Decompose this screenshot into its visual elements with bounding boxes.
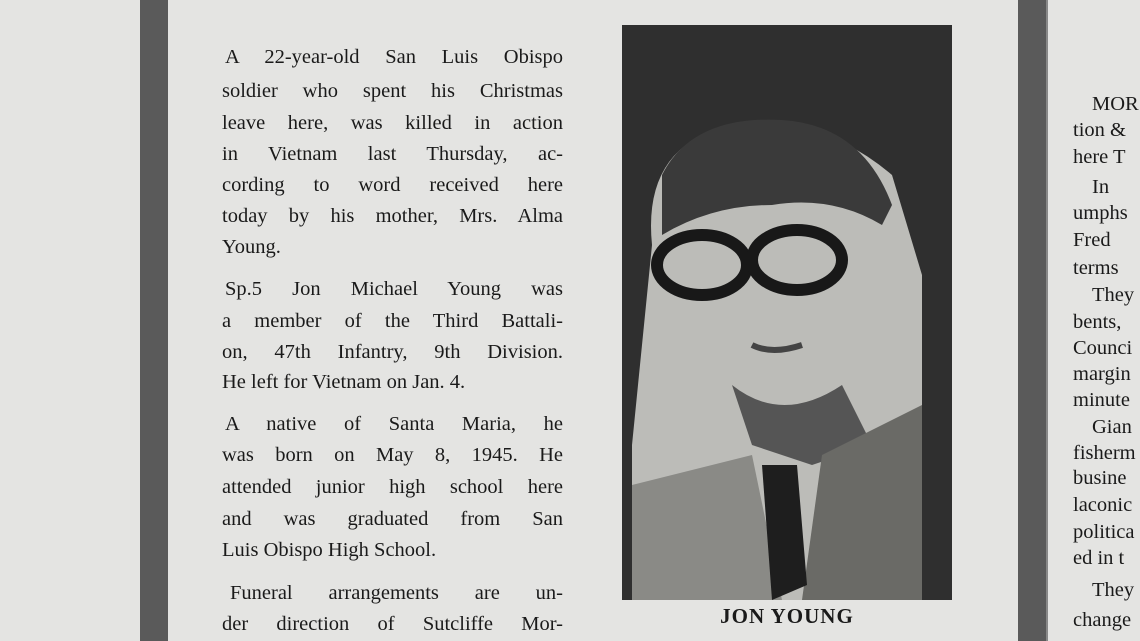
article-line: leave here, was killed in action	[222, 112, 563, 134]
article-line: Luis Obispo High School.	[222, 539, 437, 561]
portrait-photo	[622, 25, 952, 600]
article-line: soldier who spent his Christmas	[222, 80, 563, 102]
article-line: in Vietnam last Thursday, ac-	[222, 143, 563, 165]
article-line: a member of the Third Battali-	[222, 310, 563, 332]
adjacent-column-line: fisherm	[1073, 442, 1136, 464]
portrait-image	[622, 25, 952, 600]
adjacent-column-line: politica	[1073, 521, 1135, 543]
adjacent-column-line: They	[1092, 284, 1135, 306]
adjacent-column-line: minute	[1073, 389, 1130, 411]
article-line: der direction of Sutcliffe Mor-	[222, 613, 563, 635]
adjacent-column-line: MOR	[1092, 93, 1139, 115]
adjacent-column-line: In	[1092, 176, 1110, 198]
article-line: A 22-year-old San Luis Obispo	[225, 46, 563, 68]
article-line: attended junior high school here	[222, 476, 563, 498]
photo-caption: JON YOUNG	[720, 604, 854, 628]
adjacent-column-line: tion &	[1073, 119, 1126, 141]
article-line: He left for Vietnam on Jan. 4.	[222, 371, 466, 393]
article-line: Sp.5 Jon Michael Young was	[225, 278, 563, 300]
adjacent-column-line: They	[1092, 579, 1135, 601]
article-line: Funeral arrangements are un-	[230, 582, 563, 604]
adjacent-column-line: ed in t	[1073, 547, 1125, 569]
adjacent-column-line: bents,	[1073, 311, 1122, 333]
adjacent-column-line: Gian	[1092, 416, 1132, 438]
adjacent-column-line: laconic	[1073, 494, 1133, 516]
adjacent-column-line: Fred	[1073, 229, 1111, 251]
column-rule-far-right	[1046, 0, 1048, 641]
adjacent-column-line: here T	[1073, 146, 1126, 168]
article-line: cording to word received here	[222, 174, 563, 196]
column-rule-right	[1018, 0, 1046, 641]
adjacent-column-line: change	[1073, 609, 1132, 631]
adjacent-column-line: Counci	[1073, 337, 1133, 359]
column-rule-left	[140, 0, 168, 641]
adjacent-column-line: terms	[1073, 257, 1119, 279]
article-line: and was graduated from San	[222, 508, 563, 530]
adjacent-column-line: busine	[1073, 467, 1127, 489]
article-line: today by his mother, Mrs. Alma	[222, 205, 563, 227]
article-line: on, 47th Infantry, 9th Division.	[222, 341, 563, 363]
article-line: Young.	[222, 236, 281, 258]
adjacent-column-line: umphs	[1073, 202, 1128, 224]
article-line: A native of Santa Maria, he	[225, 413, 563, 435]
adjacent-column-line: margin	[1073, 363, 1131, 385]
article-line: was born on May 8, 1945. He	[222, 444, 563, 466]
